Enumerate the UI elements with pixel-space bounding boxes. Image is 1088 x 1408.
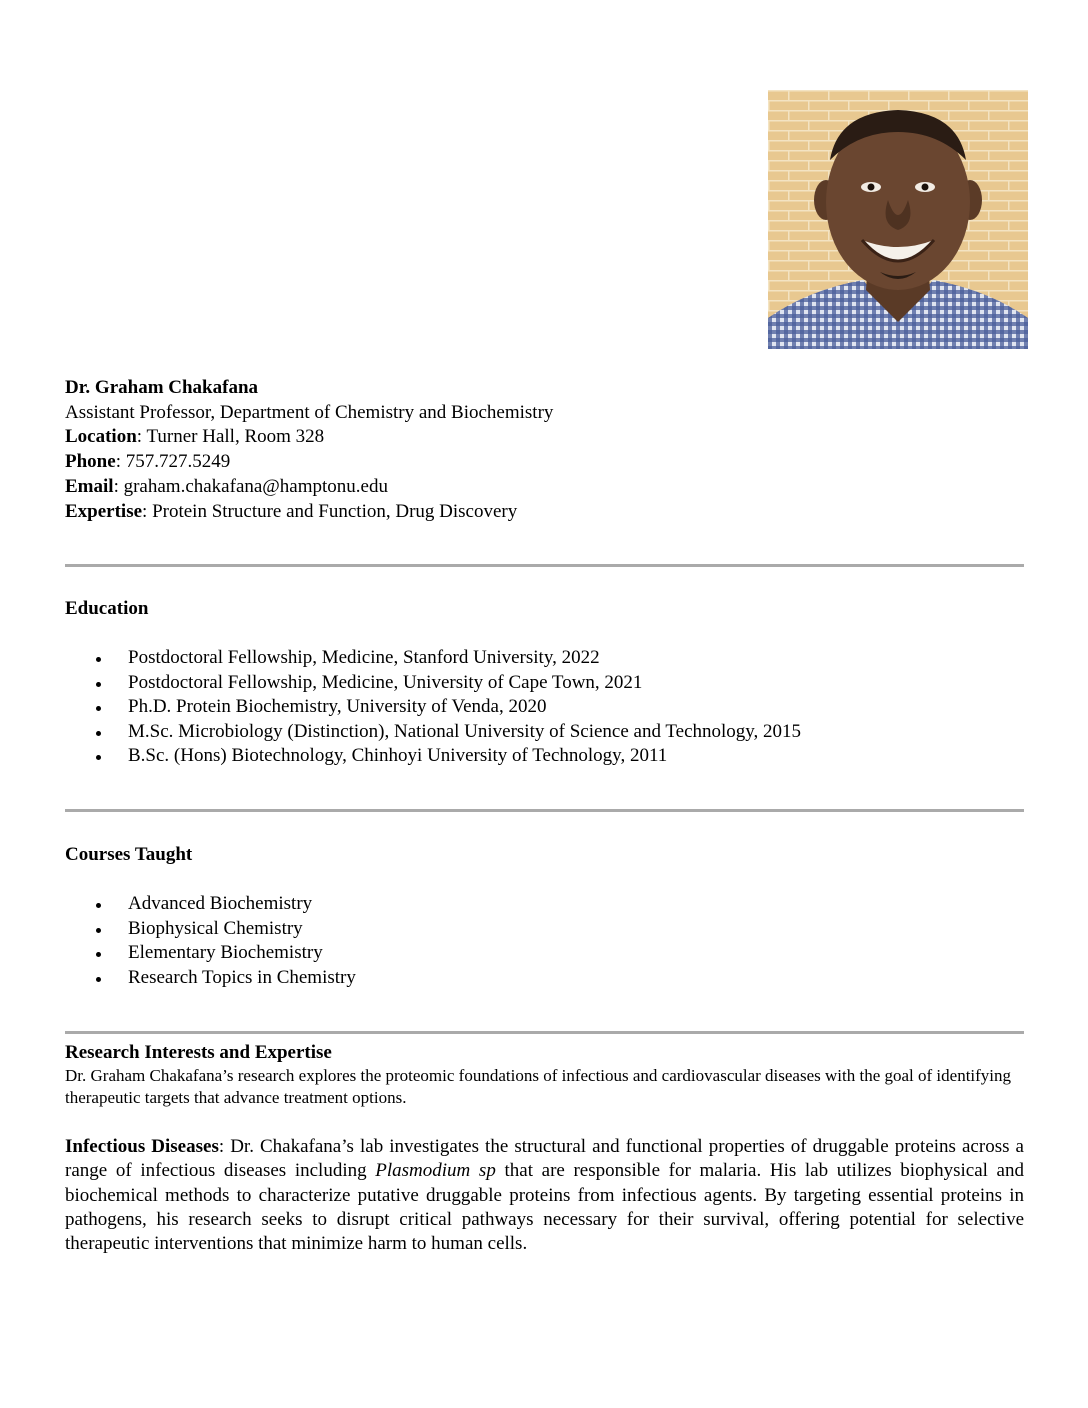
profile-photo — [768, 90, 1028, 349]
portrait-illustration — [768, 90, 1028, 349]
email-value: graham.chakafana@hamptonu.edu — [123, 475, 388, 497]
expertise-label: Expertise — [65, 500, 143, 522]
list-item: Advanced Biochemistry — [65, 892, 356, 917]
profile-title: Assistant Professor, Department of Chemistry and Biochemistry — [65, 401, 554, 423]
list-item: B.Sc. (Hons) Biotechnology, Chinhoyi University of Technology, 2011 — [65, 744, 801, 769]
list-item: Research Topics in Chemistry — [65, 966, 356, 991]
education-list — [65, 646, 801, 769]
list-item: M.Sc. Microbiology (Distinction), National University of Science and Technology, 2015 — [65, 720, 801, 745]
bullet-icon — [96, 706, 101, 711]
research-intro: Dr. Graham Chakafana’s research explores the proteomic foundations of infectious and cardiovascular diseases with the goal of identifying therapeutic targets that advance treatment options. — [65, 1066, 1012, 1107]
research-heading: Research Interests and Expertise — [65, 1042, 332, 1063]
profile-name: Dr. Graham Chakafana — [65, 377, 259, 398]
list-item: Biophysical Chemistry — [65, 917, 356, 942]
list-item: Postdoctoral Fellowship, Medicine, University of Cape Town, 2021 — [65, 671, 801, 696]
bullet-icon — [96, 928, 101, 933]
bullet-icon — [96, 682, 101, 687]
profile-header — [65, 376, 1025, 524]
profile-location: Location: Turner Hall, Room 328 — [65, 426, 325, 448]
profile-expertise: Expertise: Protein Structure and Function, Drug Discovery — [65, 500, 518, 522]
bullet-icon — [96, 731, 101, 736]
bullet-icon — [96, 952, 101, 957]
bullet-icon — [96, 903, 101, 908]
infectious-text-1: : Dr. Chakafana’s lab investigates the structural and functional properties of druggable proteins across a range of infectious diseases including — [65, 1136, 1024, 1182]
divider-3 — [65, 1031, 1024, 1034]
bullet-icon — [96, 755, 101, 760]
list-item: Elementary Biochemistry — [65, 941, 356, 966]
divider-2 — [65, 809, 1024, 812]
phone-label: Phone — [65, 451, 116, 473]
location-value: Turner Hall, Room 328 — [146, 426, 325, 448]
list-item: Ph.D. Protein Biochemistry, University of Venda, 2020 — [65, 695, 801, 720]
bullet-icon — [96, 977, 101, 982]
bullet-icon — [96, 657, 101, 662]
email-label: Email — [65, 475, 114, 497]
courses-list — [65, 892, 356, 990]
location-label: Location — [65, 426, 137, 448]
education-heading: Education — [65, 598, 149, 619]
infectious-text-2: that are responsible for malaria. His lab utilizes biophysical and biochemical methods to characterize putative druggable proteins from infectious agents. By targeting essential proteins in pathogens, his research seeks to disrupt critical pathways necessary for their survival, offering potential for selective therapeutic interventions that minimize harm to human cells. — [65, 1160, 1024, 1255]
divider-1 — [65, 564, 1024, 567]
courses-heading: Courses Taught — [65, 844, 193, 865]
profile-email: Email: graham.chakafana@hamptonu.edu — [65, 475, 388, 497]
infectious-diseases-paragraph — [65, 1135, 1024, 1256]
profile-phone: Phone: 757.727.5249 — [65, 451, 231, 473]
list-item: Postdoctoral Fellowship, Medicine, Stanford University, 2022 — [65, 646, 801, 671]
organism-name: Plasmodium sp — [375, 1160, 496, 1182]
infectious-label: Infectious Diseases — [65, 1136, 219, 1157]
phone-value: 757.727.5249 — [125, 451, 231, 473]
expertise-value: Protein Structure and Function, Drug Discovery — [152, 500, 518, 522]
